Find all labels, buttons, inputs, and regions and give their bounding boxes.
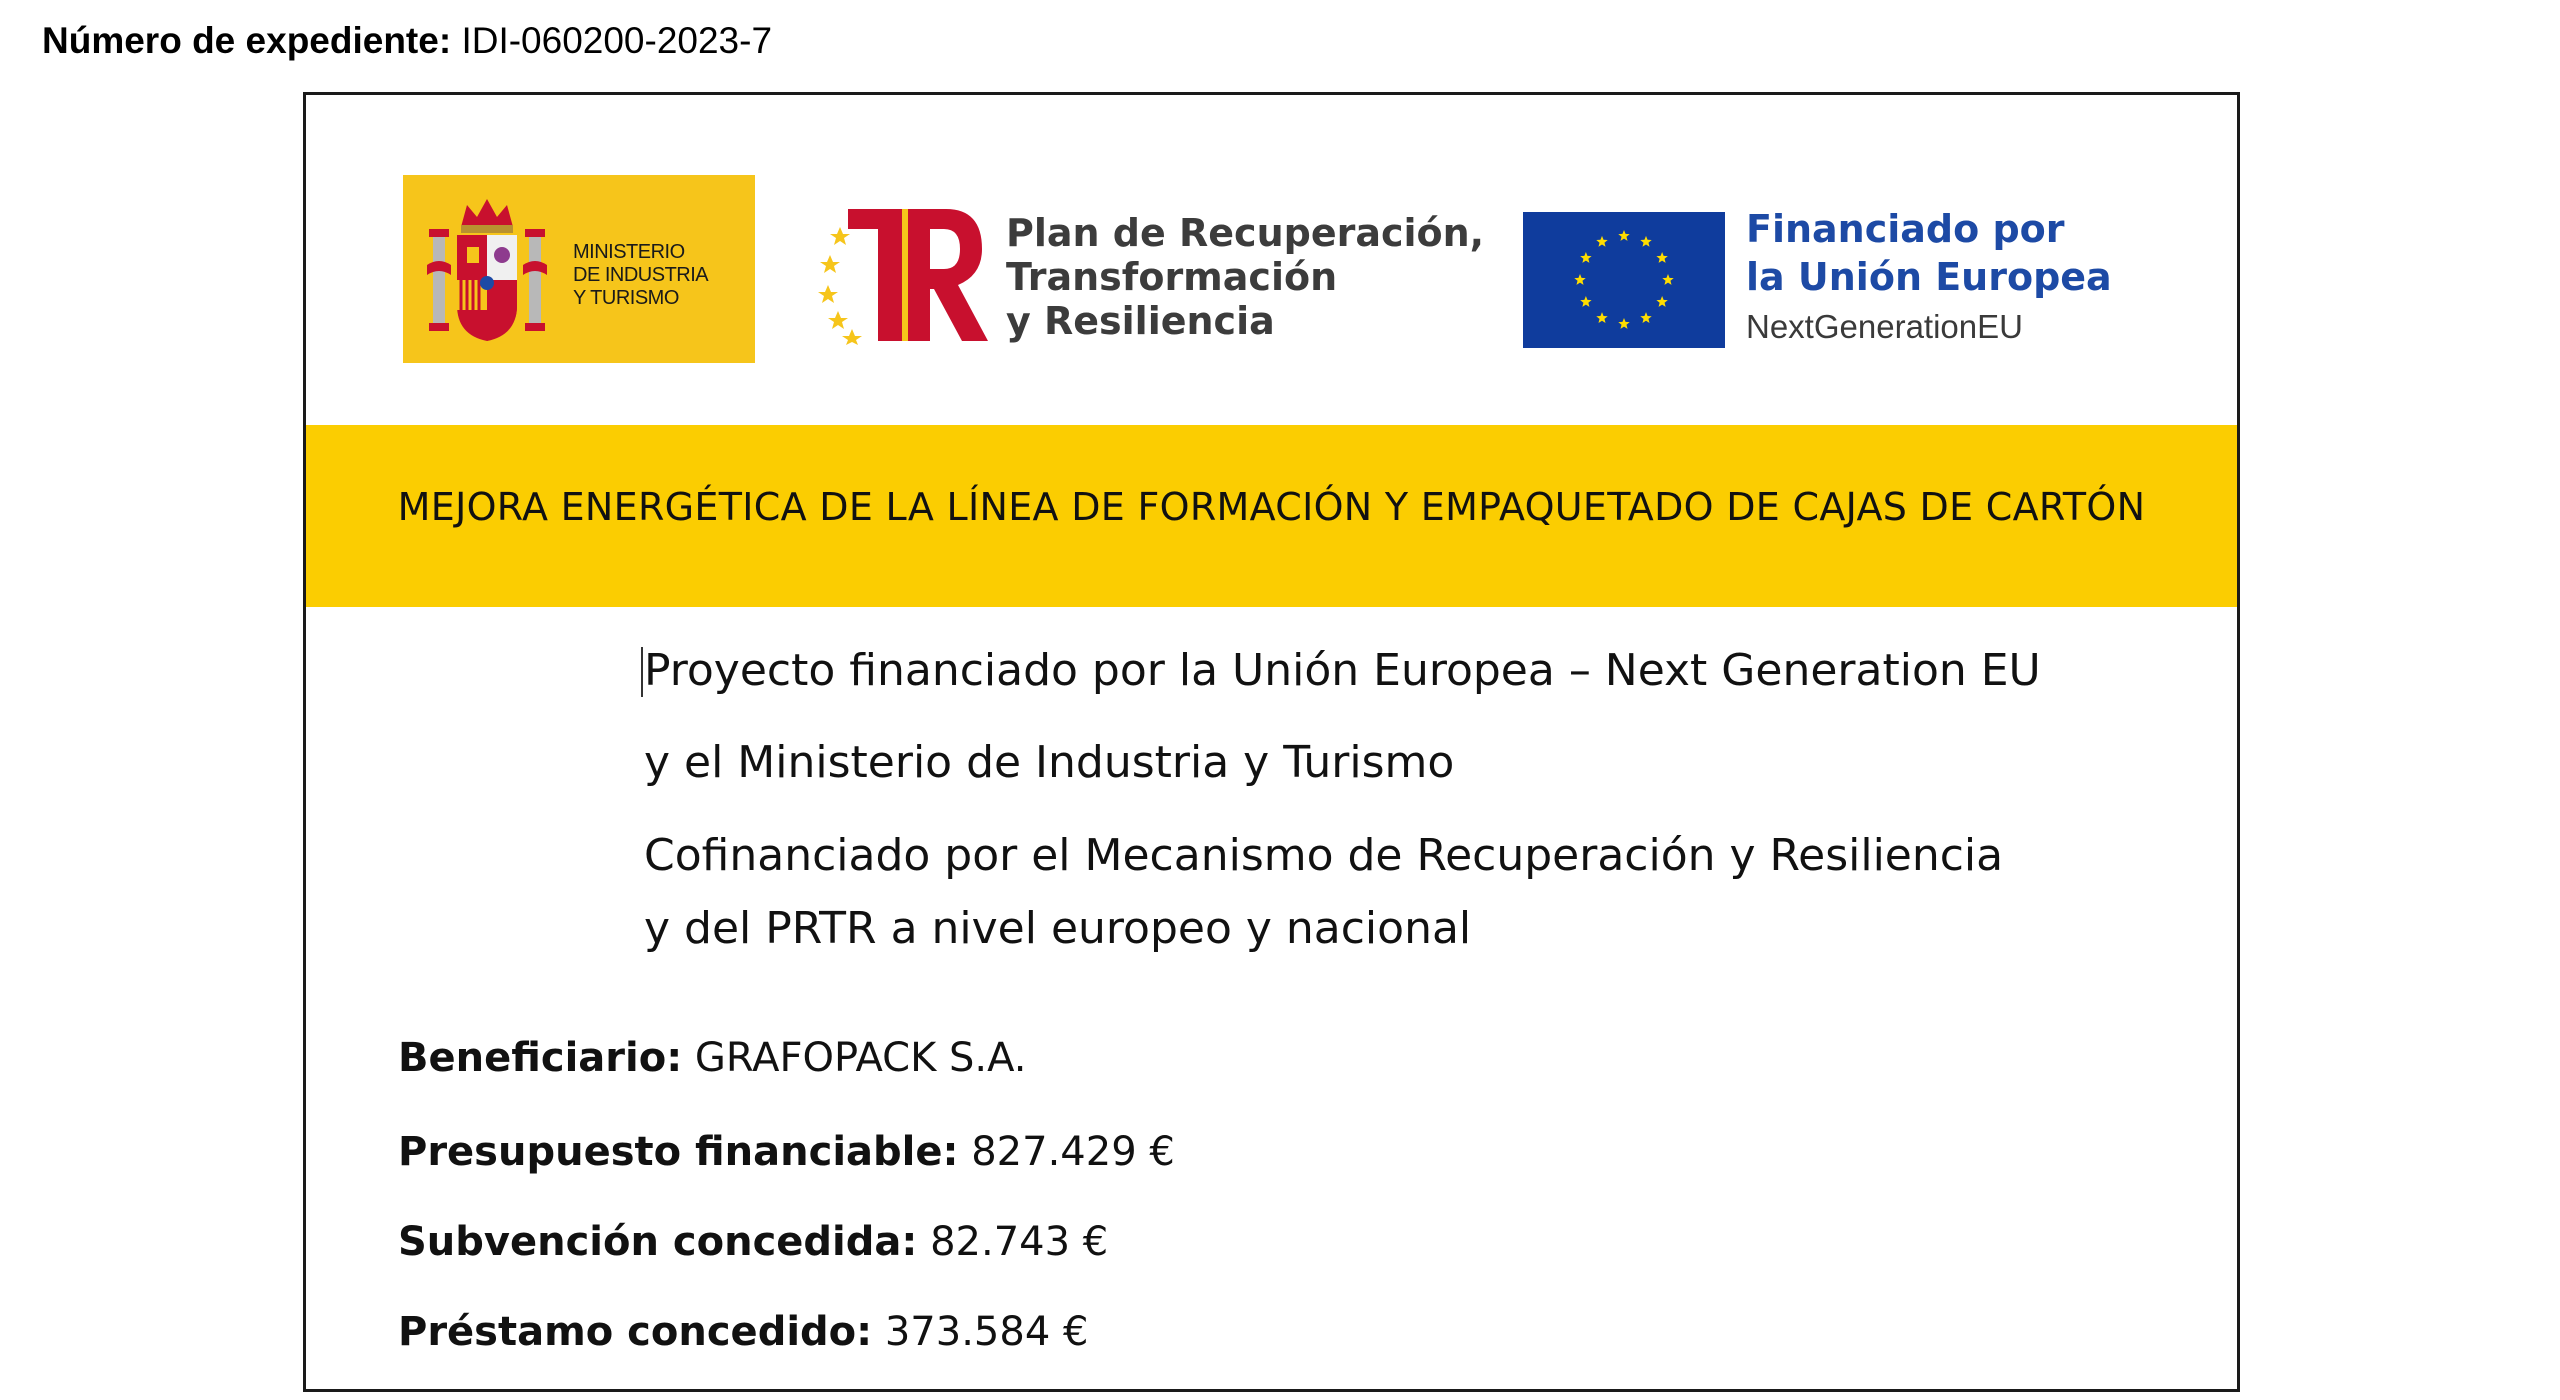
project-title: MEJORA ENERGÉTICA DE LA LÍNEA DE FORMACIÓN Y EMPAQUETADO DE CAJAS DE CARTÓN [397, 485, 2146, 529]
prtr-line-3: y Resiliencia [1006, 299, 1275, 343]
prtr-line-2: Transformación [1006, 255, 1338, 299]
eu-line-2: la Unión Europea [1746, 255, 2112, 299]
description-line-1: Proyecto financiado por la Unión Europea – Next Generation EU [644, 645, 2041, 696]
subvencion-row [398, 1219, 1108, 1265]
ministerio-line-2: DE INDUSTRIA [573, 264, 709, 286]
presupuesto-row [398, 1129, 1175, 1175]
funding-poster [303, 92, 2240, 1392]
prtr-logo-icon [818, 205, 988, 345]
expediente-value: IDI-060200-2023-7 [461, 20, 773, 61]
ministerio-logo [403, 175, 755, 363]
prtr-line-1: Plan de Recuperación, [1006, 211, 1485, 255]
presupuesto-value: 827.429 € [971, 1129, 1175, 1175]
description-line-4: y del PRTR a nivel europeo y nacional [644, 903, 1472, 954]
expediente-line [42, 20, 772, 62]
description-line-3: Cofinanciado por el Mecanismo de Recuperación y Resiliencia [644, 830, 2004, 881]
eu-flag-icon [1523, 212, 1725, 348]
beneficiario-row [398, 1035, 1027, 1081]
subvencion-label: Subvención concedida: [398, 1219, 918, 1265]
prestamo-label: Préstamo concedido: [398, 1309, 873, 1355]
prestamo-row [398, 1309, 1088, 1355]
description-line-2: y el Ministerio de Industria y Turismo [644, 737, 1455, 788]
ministerio-line-1: MINISTERIO [573, 241, 685, 263]
eu-funding-text [1746, 205, 2112, 353]
coat-of-arms-icon [427, 195, 547, 345]
prestamo-value: 373.584 € [884, 1309, 1089, 1355]
presupuesto-label: Presupuesto financiable: [398, 1129, 959, 1175]
eu-line-1: Financiado por [1746, 207, 2065, 251]
beneficiario-value: GRAFOPACK S.A. [694, 1035, 1027, 1081]
subvencion-value: 82.743 € [930, 1219, 1109, 1265]
expediente-label: Número de expediente: [42, 20, 452, 61]
ministerio-text [573, 241, 708, 310]
text-cursor [641, 647, 643, 697]
ministerio-line-3: Y TURISMO [573, 287, 679, 309]
beneficiario-label: Beneficiario: [398, 1035, 683, 1081]
project-title-banner [306, 425, 2237, 607]
prtr-text [1006, 211, 1484, 343]
eu-line-3: NextGenerationEU [1746, 308, 2023, 345]
